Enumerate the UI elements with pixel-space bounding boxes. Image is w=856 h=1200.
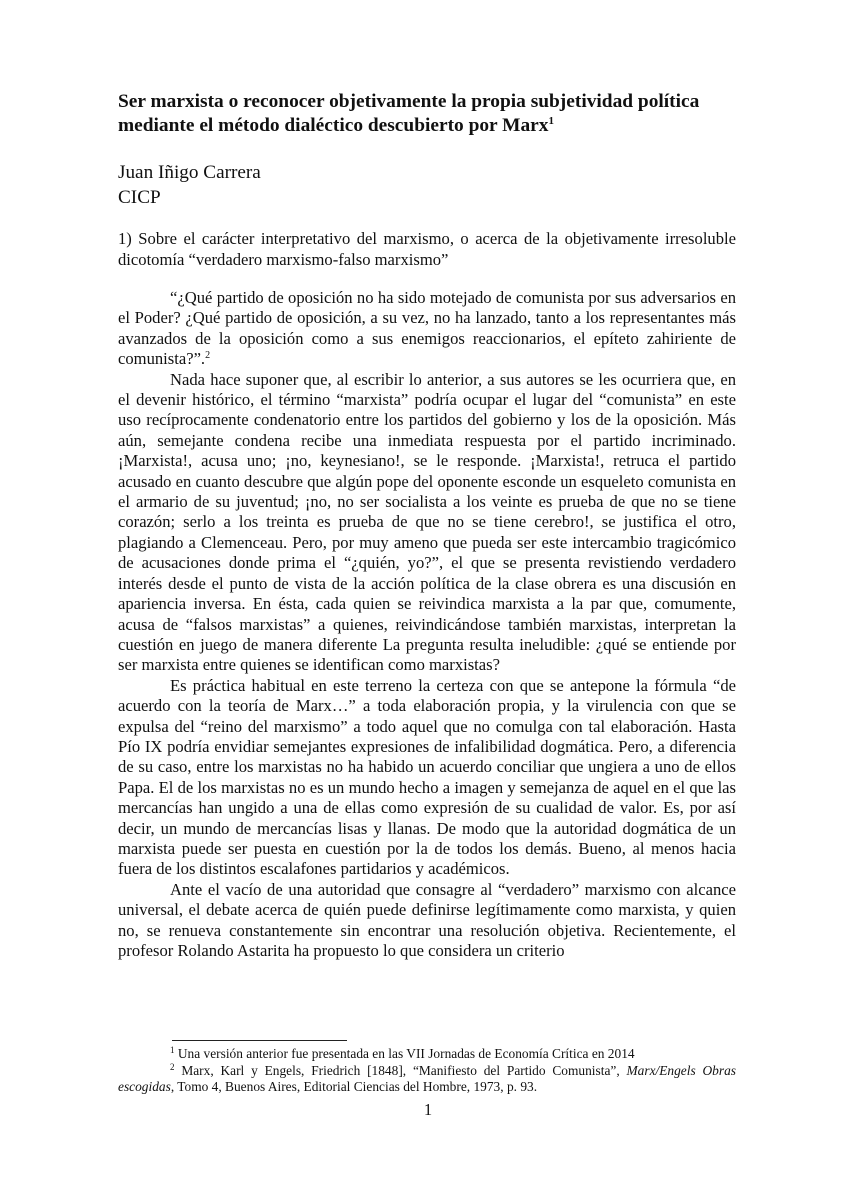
author-affiliation: CICP [118,187,161,208]
paragraph-text: Ante el vacío de una autoridad que consagre al “verdadero” marxismo con alcance universal, el debate acerca de quién puede definirse legítimamente como marxista, y quien no, se renueva constantemente sin encontrar una resolución objetiva. Recientemente, el profesor Rolando Astarita ha propuesto lo que considera un criterio [118,879,736,960]
paragraph-text: “¿Qué partido de oposición no ha sido motejado de comunista por sus adversarios en el Poder? ¿Qué partido de oposición, a su vez, no ha lanzado, tanto a los representantes más avanzados de la oposición como a sus enemigos reaccionarios, el epíteto zahiriente de comunista?”. [118,288,736,369]
footnote-number: 1 [170,1045,175,1055]
title-footnote-ref: 1 [548,115,554,127]
section-heading: 1) Sobre el carácter interpretativo del marxismo, o acerca de la objetivamente irresoluble dicotomía “verdadero marxismo-falso marxismo” [118,229,736,269]
footnote [118,1063,736,1096]
author-name: Juan Iñigo Carrera [118,162,261,183]
paragraph [118,370,736,676]
paragraph [118,288,736,370]
paragraph [118,880,736,962]
document-title [118,90,743,138]
footnote-text: Marx, Karl y Engels, Friedrich [1848], “Manifiesto del Partido Comunista”, [181,1062,627,1078]
paragraph [118,676,736,880]
footnote-text: Una versión anterior fue presentada en las VII Jornadas de Economía Crítica en 2014 [177,1046,635,1061]
footnote-text-end: , Tomo 4, Buenos Aires, Editorial Ciencias del Hombre, 1973, p. 93. [170,1079,538,1094]
title-text: Ser marxista o reconocer objetivamente la propia subjetividad política mediante el método dialéctico descubierto por Marx [118,91,700,136]
paragraph-text: Es práctica habitual en este terreno la certeza con que se antepone la fórmula “de acuerdo con la teoría de Marx…” a toda elaboración propia, y la virulencia con que se expulsa del “reino del marxismo” a todo aquel que no comulga con tal elaboración. Hasta Pío IX podría envidiar semejantes expresiones de infalibilidad dogmática. Pero, a diferencia de su caso, entre los marxistas no ha habido un acuerdo conciliar que ungiera a uno de ellos Papa. El de los marxistas no es un mundo hecho a imagen y semejanza de aquel en el que las mercancías han ungido a una de ellas como expresión de su cualidad de valor. Es, por así decir, un mundo de mercancías lisas y llanas. De modo que la autoridad dogmática de un marxista puede ser puesta en cuestión por la de todos los demás. Bueno, al menos hacia fuera de los distintos escalafones partidarios y académicos. [118,675,736,879]
author-block [118,160,261,210]
footnote-separator [172,1040,347,1041]
body-text [118,288,736,961]
footnote-number: 2 [170,1061,175,1072]
paragraph-text: Nada hace suponer que, al escribir lo anterior, a sus autores se les ocurriera que, en el devenir histórico, el término “marxista” podría ocupar el lugar del “comunista” en este uso recíprocamente condenatorio entre los partidos del gobierno y los de la oposición. Más aún, semejante condena recibe una inmediata respuesta por el partido incriminado. ¡Marxista!, acusa uno; ¡no, keynesiano!, se le responde. ¡Marxista!, retruca el partido acusado en cuanto descubre que algún pope del oponente esconde un esqueleto comunista en el armario de su juventud; ¡no, no ser socialista a los veinte es prueba de que no se tiene corazón; serlo a los treinta es prueba de que no se tiene cerebro!, se justifica el otro, plagiando a Clemenceau. Pero, por muy ameno que pueda ser este intercambio tragicómico de acusaciones donde prima el “¿quién, yo?”, el que se presenta revistiendo verdadero interés desde el punto de vista de la acción política de la clase obrera es una discusión en apariencia inversa. En ésta, cada quien se reivindica marxista a la par que, comumente, acusa de “falsos marxistas” a quienes, reivindicándose también marxistas, interpretan la cuestión en juego de manera diferente La pregunta resulta ineludible: ¿qué se entiende por ser marxista entre quienes se identifican como marxistas? [118,369,736,675]
footnote [118,1046,736,1063]
footnote-ref: 2 [205,350,211,362]
footnote-italic-title: Marx/Engels Obras escogidas [118,1062,736,1094]
footnotes [118,1046,736,1096]
page-number: 1 [423,1100,433,1119]
